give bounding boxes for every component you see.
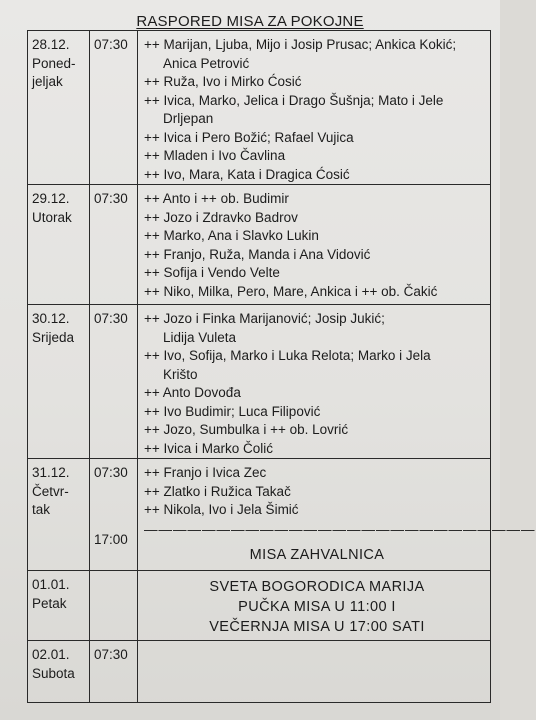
names-cell xyxy=(138,571,491,641)
day-cell xyxy=(28,31,90,185)
intention-line: ++ Ivica i Pero Božić; Rafael Vujica xyxy=(144,129,354,145)
intention-line: ++ Anto i ++ ob. Budimir xyxy=(144,191,289,206)
schedule-row-28-12 xyxy=(28,31,491,185)
intention-line: ++ Marko, Ana i Slavko Lukin xyxy=(144,228,319,243)
intention-line: Anica Petrović xyxy=(163,55,250,71)
schedule-row-29-12 xyxy=(28,185,491,305)
intention-line: Lidija Vuleta xyxy=(163,329,237,345)
mass-time: 07:30 xyxy=(94,37,128,52)
intention-line: ++ Marijan, Ljuba, Mijo i Josip Prusac; Ankica Kokić; xyxy=(144,37,457,52)
time-cell xyxy=(90,459,138,571)
mass-time: 07:30 xyxy=(94,311,128,326)
names-cell xyxy=(138,185,491,305)
day-line: Srijeda xyxy=(32,329,75,345)
day-cell xyxy=(28,571,90,641)
intention-line: ++ Jozo, Sumbulka i ++ ob. Lovrić xyxy=(144,422,349,437)
feast-line: PUČKA MISA U 11:00 I xyxy=(238,599,396,615)
day-cell xyxy=(28,185,90,305)
day-line: tak xyxy=(32,502,51,517)
day-line: Poned- xyxy=(32,55,76,71)
schedule-table xyxy=(27,30,536,703)
schedule-row-01-01 xyxy=(28,571,491,641)
day-line: Utorak xyxy=(32,209,72,225)
day-cell xyxy=(28,459,90,571)
day-line: 30.12. xyxy=(32,311,70,326)
intention-line: ++ Ivica i Marko Čolić xyxy=(144,440,274,456)
schedule-row-02-01 xyxy=(28,641,491,703)
intention-line: Krišto xyxy=(163,366,198,382)
feast-line: VEČERNJA MISA U 17:00 SATI xyxy=(209,619,425,635)
day-line: Petak xyxy=(32,595,67,611)
dashed-separator: ——————————————————————————— xyxy=(144,521,536,537)
day-line: 02.01. xyxy=(32,647,70,662)
day-line: Četvr- xyxy=(32,483,69,499)
feast-title: SVETA BOGORODICA MARIJA xyxy=(209,579,425,595)
day-line: 31.12. xyxy=(32,465,70,480)
time-cell xyxy=(90,571,138,641)
mass-time-evening: 17:00 xyxy=(94,531,128,547)
time-cell xyxy=(90,31,138,185)
intention-line: ++ Jozo i Finka Marijanović; Josip Jukić; xyxy=(144,311,385,326)
time-cell xyxy=(90,641,138,703)
day-cell xyxy=(28,305,90,459)
day-line: 29.12. xyxy=(32,191,70,206)
mass-time: 07:30 xyxy=(94,647,128,662)
mass-time: 07:30 xyxy=(94,191,128,206)
mass-time: 07:30 xyxy=(94,465,128,480)
names-cell-empty xyxy=(138,641,491,703)
intention-line: ++ Franjo, Ruža, Manda i Ana Vidović xyxy=(144,246,371,262)
schedule-row-30-12 xyxy=(28,305,491,459)
day-cell xyxy=(28,641,90,703)
names-cell xyxy=(138,459,536,571)
day-line: 01.01. xyxy=(32,577,70,592)
intention-line: ++ Jozo i Zdravko Badrov xyxy=(144,209,298,225)
day-line: Subota xyxy=(32,665,75,681)
page-title: RASPORED MISA ZA POKOJNE xyxy=(136,13,364,30)
intention-line: ++ Niko, Milka, Pero, Mare, Ankica i ++ ob. Čakić xyxy=(144,283,438,299)
special-mass-title: MISA ZAHVALNICA xyxy=(249,547,385,563)
intention-line: ++ Ivo, Mara, Kata i Dragica Ćosić xyxy=(144,166,350,182)
day-line: jeljak xyxy=(32,74,63,89)
intention-line: ++ Nikola, Ivo i Jela Šimić xyxy=(144,502,299,517)
intention-line: ++ Zlatko i Ružica Takač xyxy=(144,483,291,499)
intention-line: ++ Ivo Budimir; Luca Filipović xyxy=(144,403,321,419)
intention-line: ++ Sofija i Vendo Velte xyxy=(144,265,280,280)
names-cell xyxy=(138,31,491,185)
names-cell xyxy=(138,305,491,459)
schedule-row-31-12 xyxy=(28,459,491,571)
time-cell xyxy=(90,185,138,305)
intention-line: ++ Ivica, Marko, Jelica i Drago Šušnja; Mato i Jele xyxy=(144,92,444,108)
intention-line: ++ Ruža, Ivo i Mirko Ćosić xyxy=(144,74,302,89)
intention-line: ++ Franjo i Ivica Zec xyxy=(144,465,267,480)
intention-line: ++ Ivo, Sofija, Marko i Luka Relota; Marko i Jela xyxy=(144,348,431,363)
intention-line: Drljepan xyxy=(163,111,214,126)
intention-line: ++ Anto Dovođa xyxy=(144,385,241,400)
day-line: 28.12. xyxy=(32,37,70,52)
time-cell xyxy=(90,305,138,459)
intention-line: ++ Mladen i Ivo Čavlina xyxy=(144,148,286,163)
